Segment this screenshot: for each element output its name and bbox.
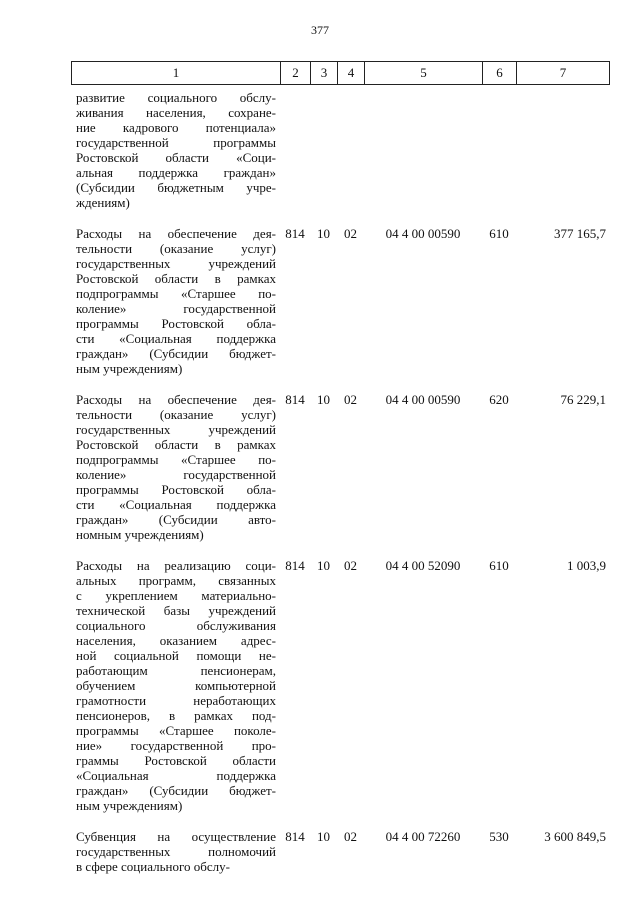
- description-line: Ростовской области в рамках: [76, 271, 276, 286]
- description-line: граждан» (Субсидии авто-: [76, 512, 276, 527]
- header-cell-4: 4: [338, 62, 365, 85]
- cell-section: 10: [317, 392, 330, 407]
- description-line: Расходы на реализацию соци-: [76, 558, 276, 573]
- cell-expense-type: 610: [489, 226, 509, 241]
- description-line: коление» государственной: [76, 301, 276, 316]
- budget-table: [71, 90, 609, 874]
- description-line: тельности (оказание услуг): [76, 241, 276, 256]
- description-line: пенсионеров, в рамках под-: [76, 708, 276, 723]
- cell-amount: 3 600 849,5: [544, 829, 606, 844]
- cell-section: 10: [317, 226, 330, 241]
- table-row: [71, 829, 609, 874]
- description-line: грамотности неработающих: [76, 693, 276, 708]
- description-line: Ростовской области в рамках: [76, 437, 276, 452]
- description-line: ным учреждениям): [76, 798, 183, 813]
- description-line: живания населения, сохране-: [76, 105, 276, 120]
- description-line: ждениям): [76, 195, 130, 210]
- cell-target: 04 4 00 52090: [385, 558, 461, 573]
- description-line: ным учреждениям): [76, 361, 183, 376]
- row-description: [71, 392, 280, 558]
- description-line: ной социальной помощи не-: [76, 648, 276, 663]
- description-line: номным учреждениям): [76, 527, 204, 542]
- cell-expense-type: 610: [489, 558, 509, 573]
- row-description: [71, 90, 280, 226]
- description-line: в сфере социального обслу-: [76, 859, 230, 874]
- cell-subsection: 02: [344, 226, 357, 241]
- description-line: тельности (оказание услуг): [76, 407, 276, 422]
- cell-target: 04 4 00 00590: [385, 392, 461, 407]
- description-line: граждан» (Субсидии бюджет-: [76, 346, 276, 361]
- cell-ministry: 814: [285, 226, 305, 241]
- table-row: [71, 90, 609, 226]
- cell-ministry: 814: [285, 392, 305, 407]
- description-line: обучением компьютерной: [76, 678, 276, 693]
- description-line: социального обслуживания: [76, 618, 276, 633]
- cell-expense-type: [482, 90, 516, 226]
- description-line: программы Ростовской обла-: [76, 316, 276, 331]
- cell-section: 10: [317, 558, 330, 573]
- header-cell-6: 6: [483, 62, 517, 85]
- header-row: [72, 62, 610, 85]
- description-line: ние кадрового потенциала»: [76, 120, 276, 135]
- cell-subsection: [337, 90, 364, 226]
- cell-ministry: [280, 90, 310, 226]
- cell-amount: 1 003,9: [567, 558, 606, 573]
- description-line: подпрограммы «Старшее по-: [76, 452, 276, 467]
- cell-section: 10: [317, 829, 330, 844]
- cell-section: [310, 90, 337, 226]
- table-row: [71, 226, 609, 392]
- description-line: населения, оказанием адрес-: [76, 633, 276, 648]
- description-line: граммы Ростовской области: [76, 753, 276, 768]
- description-line: государственных учреждений: [76, 422, 276, 437]
- cell-target: 04 4 00 72260: [385, 829, 461, 844]
- page-number: 377: [311, 23, 329, 37]
- row-description: [71, 558, 280, 829]
- description-line: «Социальная поддержка: [76, 768, 276, 783]
- description-line: Субвенция на осуществление: [76, 829, 276, 844]
- table-header: [71, 61, 610, 85]
- description-line: программы «Старшее поколе-: [76, 723, 276, 738]
- cell-expense-type: 530: [489, 829, 509, 844]
- cell-subsection: 02: [344, 558, 357, 573]
- description-line: Расходы на обеспечение дея-: [76, 392, 276, 407]
- description-line: работающим пенсионерам,: [76, 663, 276, 678]
- cell-target: [364, 90, 482, 226]
- description-line: подпрограммы «Старшее по-: [76, 286, 276, 301]
- cell-subsection: 02: [344, 829, 357, 844]
- cell-amount: [516, 90, 609, 226]
- header-cell-1: 1: [72, 62, 281, 85]
- description-line: программы Ростовской обла-: [76, 482, 276, 497]
- description-line: (Субсидии бюджетным учре-: [76, 180, 276, 195]
- table-row: [71, 558, 609, 829]
- description-line: государственной программы: [76, 135, 276, 150]
- description-line: сти «Социальная поддержка: [76, 497, 276, 512]
- cell-amount: 76 229,1: [560, 392, 606, 407]
- description-line: ние» государственной про-: [76, 738, 276, 753]
- description-line: Ростовской области «Соци-: [76, 150, 276, 165]
- description-line: коление» государственной: [76, 467, 276, 482]
- description-line: альных программ, связанных: [76, 573, 276, 588]
- description-line: граждан» (Субсидии бюджет-: [76, 783, 276, 798]
- cell-amount: 377 165,7: [554, 226, 606, 241]
- description-line: технической базы учреждений: [76, 603, 276, 618]
- cell-subsection: 02: [344, 392, 357, 407]
- row-description: [71, 226, 280, 392]
- description-line: государственных полномочий: [76, 844, 276, 859]
- description-line: развитие социального обслу-: [76, 90, 276, 105]
- header-cell-2: 2: [281, 62, 311, 85]
- cell-ministry: 814: [285, 558, 305, 573]
- cell-expense-type: 620: [489, 392, 509, 407]
- table-row: [71, 392, 609, 558]
- description-line: сти «Социальная поддержка: [76, 331, 276, 346]
- header-cell-5: 5: [365, 62, 483, 85]
- cell-ministry: 814: [285, 829, 305, 844]
- cell-target: 04 4 00 00590: [385, 226, 461, 241]
- description-line: государственных учреждений: [76, 256, 276, 271]
- row-description: [71, 829, 280, 874]
- header-cell-7: 7: [517, 62, 610, 85]
- description-line: с укреплением материально-: [76, 588, 276, 603]
- description-line: Расходы на обеспечение дея-: [76, 226, 276, 241]
- description-line: альная поддержка граждан»: [76, 165, 276, 180]
- header-cell-3: 3: [311, 62, 338, 85]
